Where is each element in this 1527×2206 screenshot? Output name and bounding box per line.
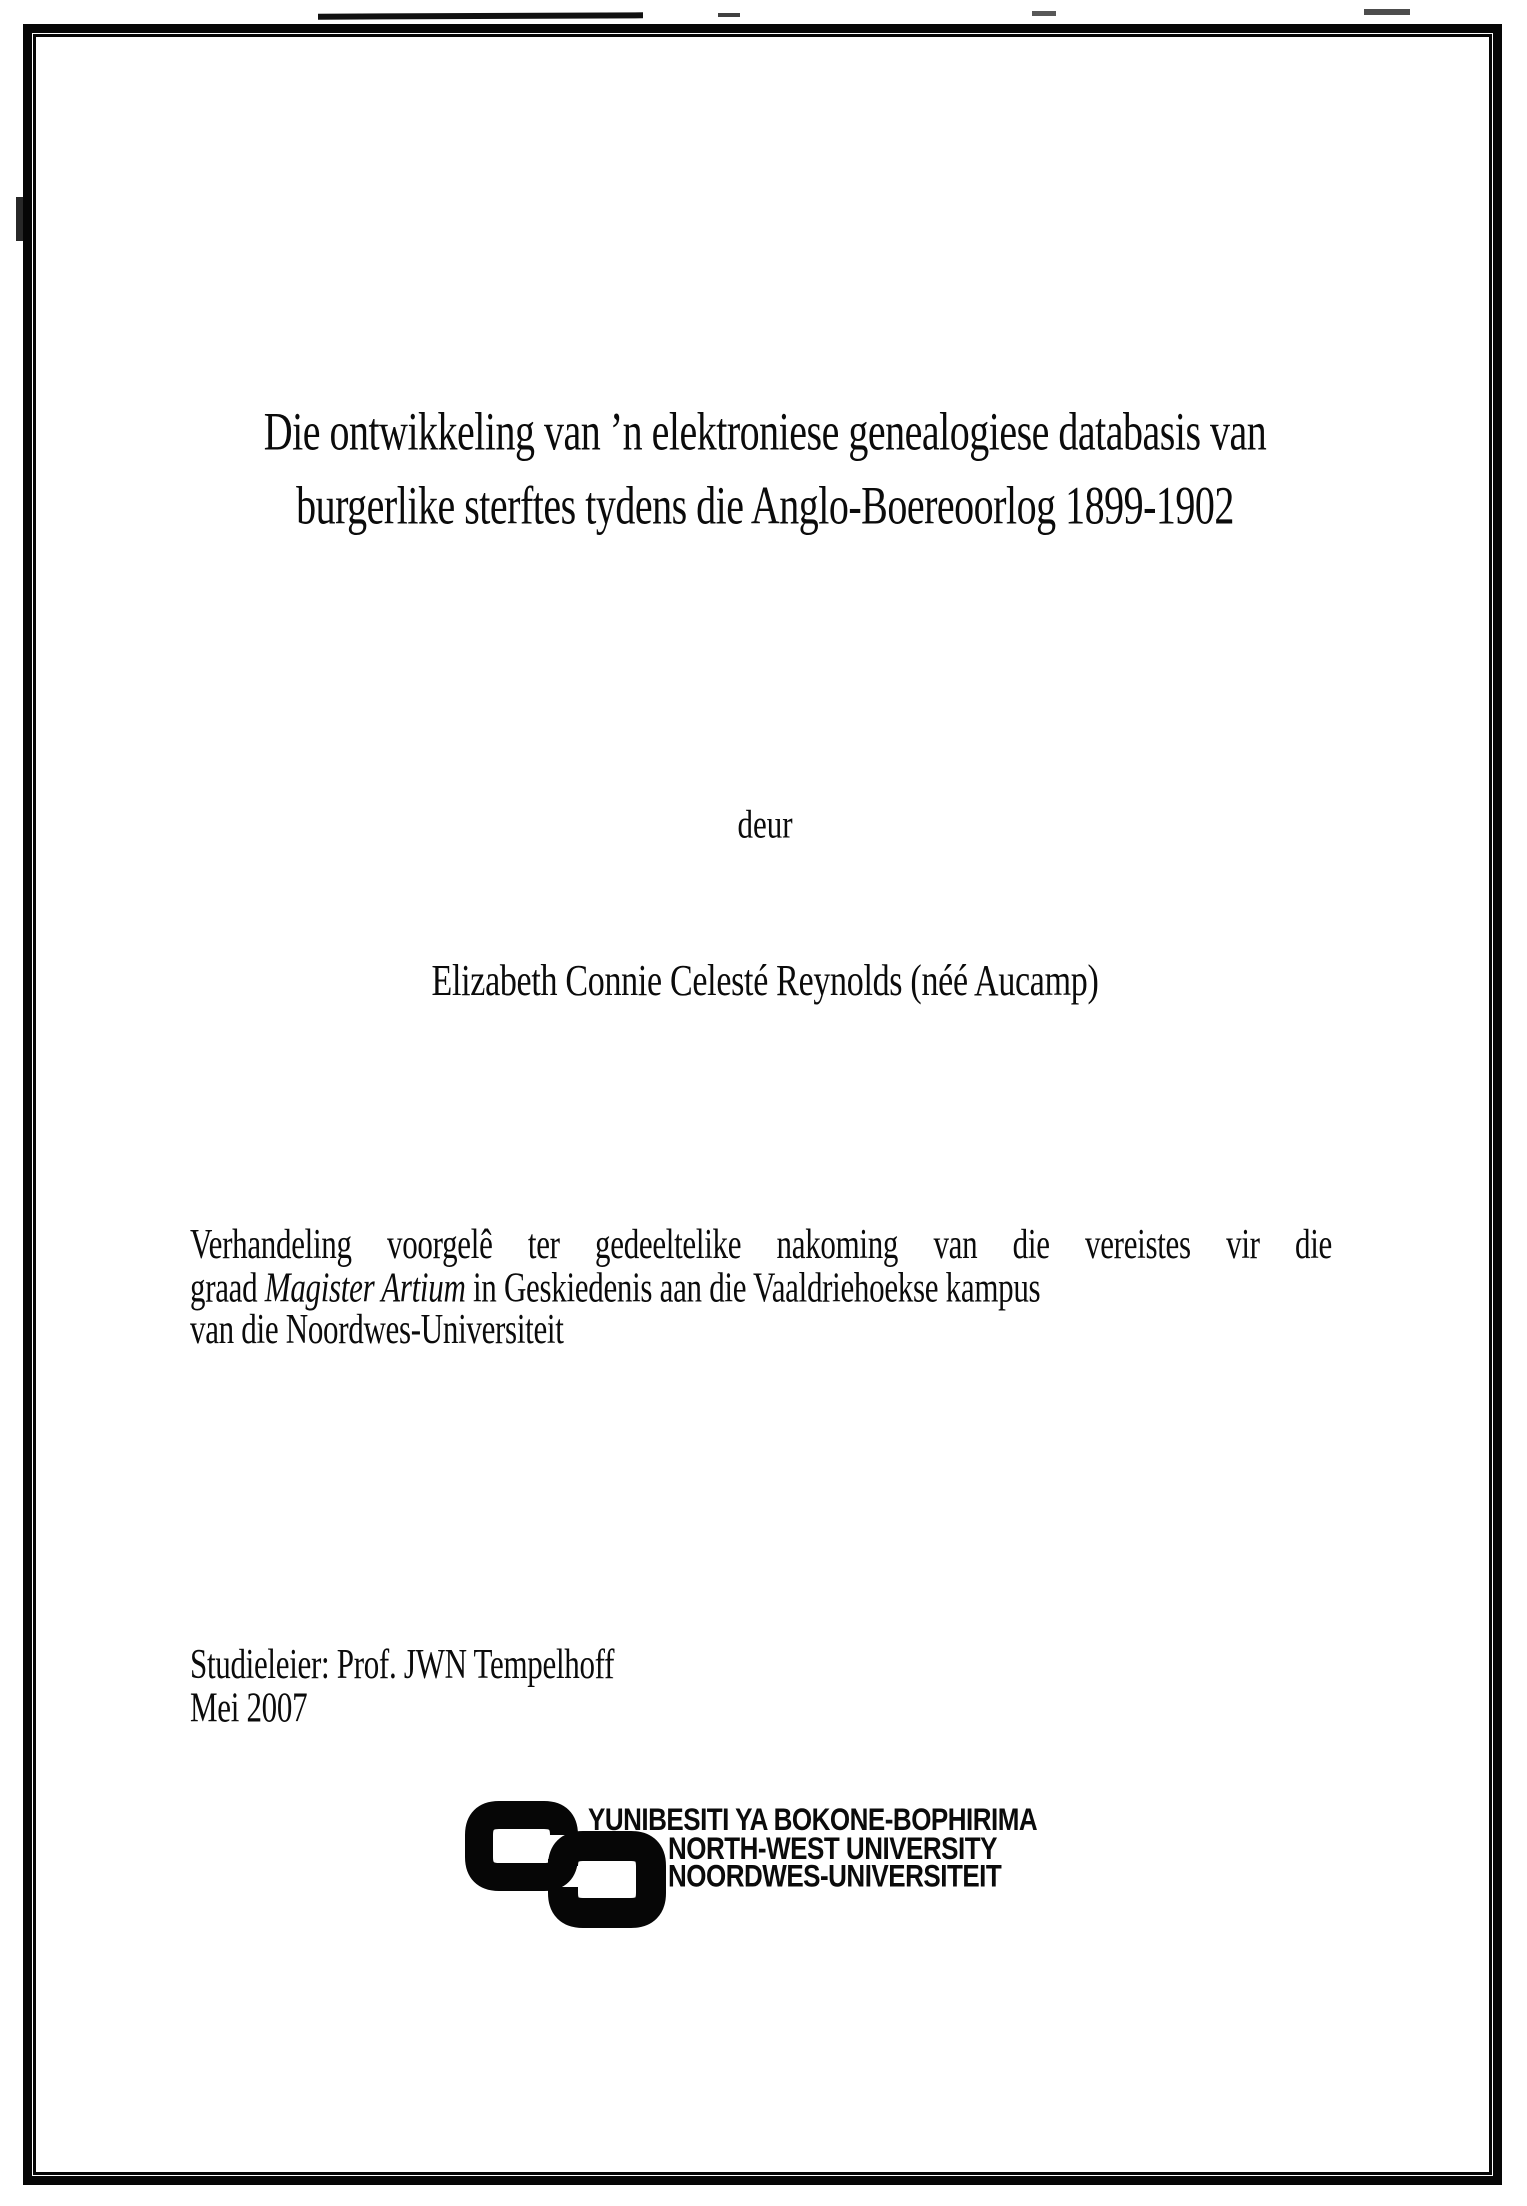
university-name-block <box>588 1801 1148 1894</box>
date-line: Mei 2007 <box>190 1682 308 1731</box>
byline-label: deur <box>737 801 793 847</box>
thesis-statement-line1: Verhandeling voorgelê ter gedeeltelike nakoming van die vereistes vir die <box>190 1220 1332 1268</box>
supervisor-line: Studieleier: Prof. JWN Tempelhoff <box>190 1640 615 1688</box>
supervisor-block <box>190 1640 1190 1731</box>
thesis-title <box>190 394 1340 543</box>
scan-artifact <box>318 12 643 19</box>
thesis-title-line2: burgerlike sterftes tydens die Anglo-Boereoorlog 1899-1902 <box>296 475 1234 536</box>
scan-artifact <box>1364 9 1410 15</box>
author-name: Elizabeth Connie Celesté Reynolds (néé Aucamp) <box>431 957 1099 1006</box>
scan-artifact <box>718 13 740 17</box>
degree-name-italic: Magister Artium <box>264 1262 466 1311</box>
thesis-statement <box>190 1220 1332 1353</box>
thesis-statement-line2 <box>190 1262 1332 1311</box>
university-name-english: NORTH-WEST UNIVERSITY <box>668 1829 997 1866</box>
scan-artifact <box>1032 11 1056 16</box>
thesis-title-line1: Die ontwikkeling van ’n elektroniese genealogiese databasis van <box>263 400 1267 462</box>
thesis-statement-line3: van die Noordwes-Universiteit <box>190 1305 564 1353</box>
university-name-afrikaans: NOORDWES-UNIVERSITEIT <box>668 1857 1002 1894</box>
statement-line2-suffix: in Geskiedenis aan die Vaaldriehoekse kampus <box>465 1262 1041 1311</box>
statement-line2-prefix: graad <box>190 1262 265 1311</box>
university-name-setswana: YUNIBESITI YA BOKONE-BOPHIRIMA <box>588 1801 1038 1838</box>
